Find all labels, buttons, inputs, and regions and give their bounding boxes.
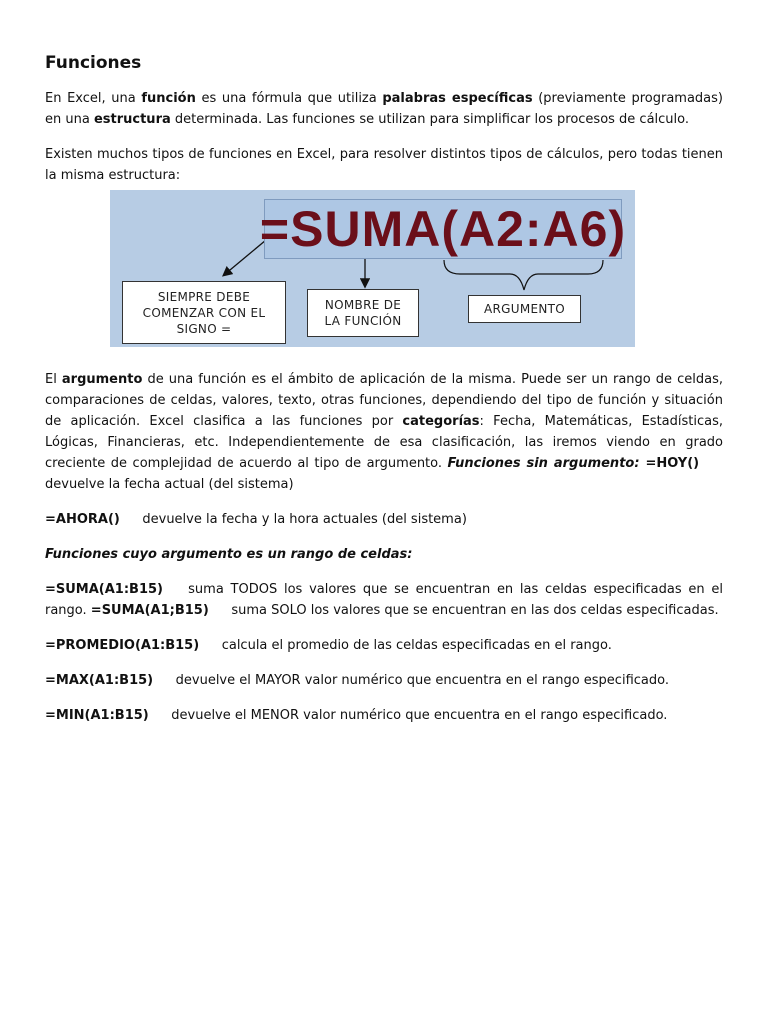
formula-box [259,199,627,259]
min-function: =MIN(A1:B15) [45,708,154,723]
max-description: devuelve el MAYOR valor numérico que encuentra en el rango especificado. [175,673,669,688]
max-function: =MAX(A1:B15) [45,673,158,688]
suma-paragraph [45,579,723,621]
suma-range-function: =SUMA(A1:B15) [45,582,171,597]
formula-structure-diagram [110,190,635,347]
structure-paragraph: Existen muchos tipos de funciones en Excel, para resolver distintos tipos de cálculos, pero todas tienen la misma estructura: [45,147,723,183]
sign-label: SIEMPRE DEBE COMENZAR CON EL SIGNO = [142,289,266,336]
intro-text-3: (previamente programadas) en una [45,91,723,127]
no-argument-heading: Funciones sin argumento: [447,456,640,471]
function-name-label-box [307,289,419,337]
range-heading-text: Funciones cuyo argumento es un rango de celdas: [45,547,413,562]
argument-label-box [468,295,581,323]
document-page [45,52,723,740]
argument-text-2: de una función es el ámbito de aplicación de la misma. Puede ser un rango de celdas, comparaciones de celdas, valores, texto, otras funciones, dependiendo del tipo de función y situación de aplicación. Excel clasifica a las funciones por [45,372,723,429]
intro-text-4: determinada. Las funciones se utilizan para simplificar los procesos de cálculo. [170,112,690,127]
hoy-function: =HOY() [639,456,706,471]
argument-text-3: : Fecha, Matemáticas, Estadísticas, Lógicas, Financieras, etc. Independientemente de esa clasificación, las iremos viendo en grado creciente de complejidad de acuerdo al tipo de argumento. [45,414,723,471]
suma-cells-function: =SUMA(A1;B15) [90,603,214,618]
suma-cells-description: suma SOLO los valores que se encuentran en las dos celdas especificadas. [231,603,719,618]
argument-text-1: El [45,372,62,387]
min-description: devuelve el MENOR valor numérico que encuentra en el rango especificado. [171,708,668,723]
argument-paragraph [45,369,723,495]
intro-bold-funcion: función [141,91,196,106]
promedio-paragraph [45,635,723,656]
intro-bold-estructura: estructura [93,112,171,127]
sign-label-box [122,281,286,344]
min-paragraph [45,705,723,726]
function-name-label: NOMBRE DE LA FUNCIÓN [324,298,402,328]
page-title: Funciones [45,53,142,73]
intro-text-1: En Excel, una [45,91,142,106]
argument-brace [444,260,603,290]
hoy-description: devuelve la fecha actual (del sistema) [45,477,294,492]
intro-text-2: es una fórmula que utiliza [195,91,383,106]
ahora-function: =AHORA() [45,512,125,527]
promedio-function: =PROMEDIO(A1:B15) [45,638,204,653]
max-paragraph [45,670,723,691]
intro-paragraph [45,88,723,130]
argument-label: ARGUMENTO [483,302,566,316]
categorias-bold: categorías [402,414,480,429]
suma-range-description: suma TODOS los valores que se encuentran en las celdas especificadas en el rango. [45,582,723,618]
argument-bold: argumento [61,372,143,387]
range-heading [45,544,723,565]
ahora-paragraph [45,509,723,530]
intro-bold-palabras: palabras específicas [382,91,533,106]
promedio-description: calcula el promedio de las celdas especificadas en el rango. [221,638,612,653]
formula-example: =SUMA(A2:A6) [259,201,627,257]
ahora-description: devuelve la fecha y la hora actuales (del sistema) [142,512,467,527]
